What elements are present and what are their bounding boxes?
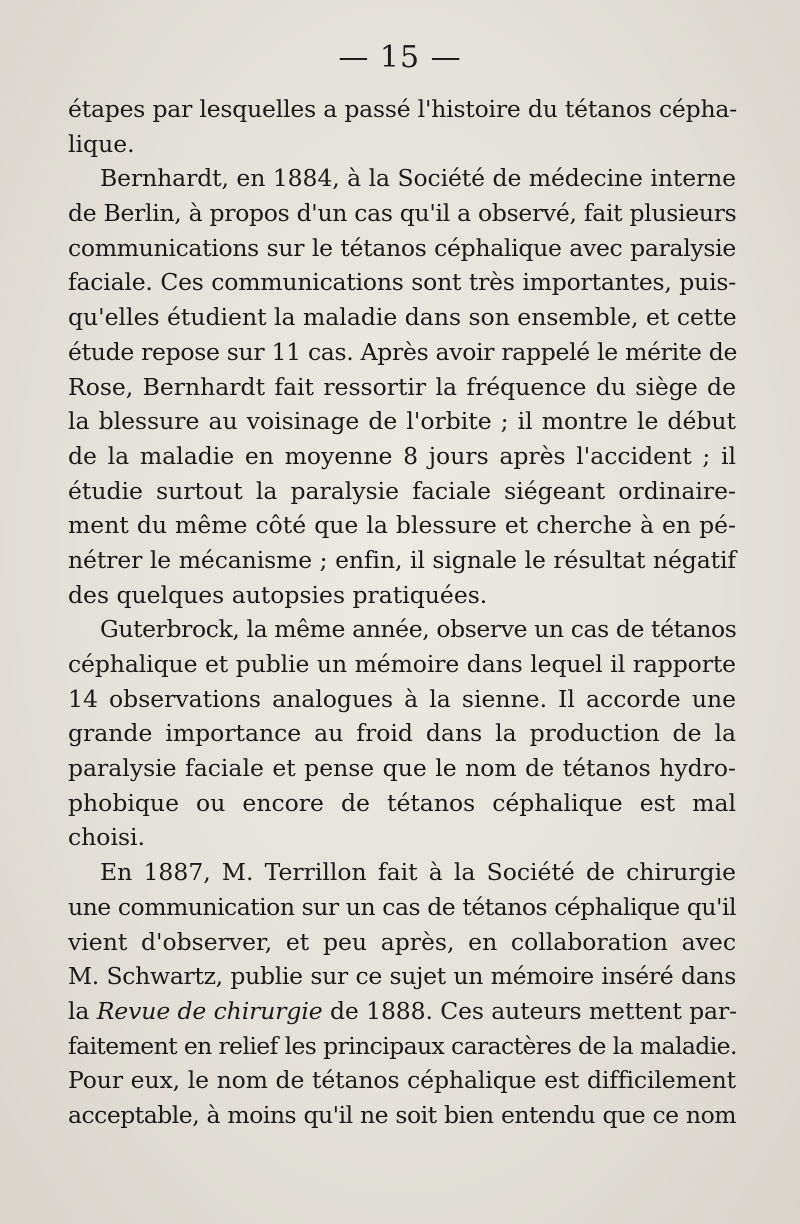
text-line: faciale. Ces communications sont très importantes, puis-	[68, 268, 736, 297]
text-line: nétrer le mécanisme ; enfin, il signale le résultat négatif	[68, 545, 736, 574]
text-line: vient d'observer, et peu après, en collaboration avec	[68, 927, 736, 956]
text-segment: la	[68, 996, 97, 1025]
text-line: de Berlin, à propos d'un cas qu'il a observé, fait plusieurs	[68, 199, 737, 228]
text-line: la blessure au voisinage de l'orbite ; il montre le début	[68, 407, 736, 436]
text-line: faitement en relief les principaux caractères de la maladie.	[68, 1031, 737, 1060]
text-line: grande importance au froid dans la production de la	[68, 719, 736, 748]
text-line: étude repose sur 11 cas. Après avoir rappelé le mérite de	[68, 337, 738, 366]
text-line: une communication sur un cas de tétanos céphalique qu'il	[68, 892, 736, 921]
text-line: communications sur le tétanos céphalique avec paralysie	[68, 233, 736, 262]
text-line: choisi.	[68, 823, 146, 852]
text-line: acceptable, à moins qu'il ne soit bien entendu que ce nom	[68, 1100, 736, 1129]
text-line: ment du même côté que la blessure et cherche à en pé-	[68, 511, 736, 540]
text-line: Guterbrock, la même année, observe un cas de tétanos	[100, 615, 737, 644]
text-line: En 1887, M. Terrillon fait à la Société de chirurgie	[100, 858, 736, 887]
text-line: de la maladie en moyenne 8 jours après l'accident ; il	[68, 441, 736, 470]
journal-title: Revue de chirurgie	[96, 996, 323, 1025]
text-line: phobique ou encore de tétanos céphalique est mal	[68, 788, 736, 817]
text-line: M. Schwartz, publie sur ce sujet un mémoire inséré dans	[68, 962, 736, 991]
text-segment: de 1888. Ces auteurs mettent par-	[322, 996, 737, 1025]
text-line: céphalique et publie un mémoire dans lequel il rapporte	[68, 650, 736, 678]
text-line: lique.	[68, 129, 135, 158]
text-line: paralysie faciale et pense que le nom de tétanos hydro-	[68, 754, 736, 783]
text-line: étudie surtout la paralysie faciale siégeant ordinaire-	[68, 476, 736, 505]
text-line: qu'elles étudient la maladie dans son ensemble, et cette	[68, 303, 737, 332]
text-line: Bernhardt, en 1884, à la Société de médecine interne	[100, 164, 736, 193]
text-line: étapes par lesquelles a passé l'histoire du tétanos cépha-	[68, 95, 737, 123]
page-number: — 15 —	[338, 40, 462, 75]
text-line: 14 observations analogues à la sienne. Il accorde une	[68, 684, 736, 713]
body-text	[68, 92, 736, 1133]
text-line-with-italic-title	[68, 994, 736, 1029]
text-line: Pour eux, le nom de tétanos céphalique est difficilement	[68, 1066, 736, 1095]
text-line: Rose, Bernhardt fait ressortir la fréquence du siège de	[68, 372, 736, 401]
text-line: des quelques autopsies pratiquées.	[68, 580, 488, 609]
